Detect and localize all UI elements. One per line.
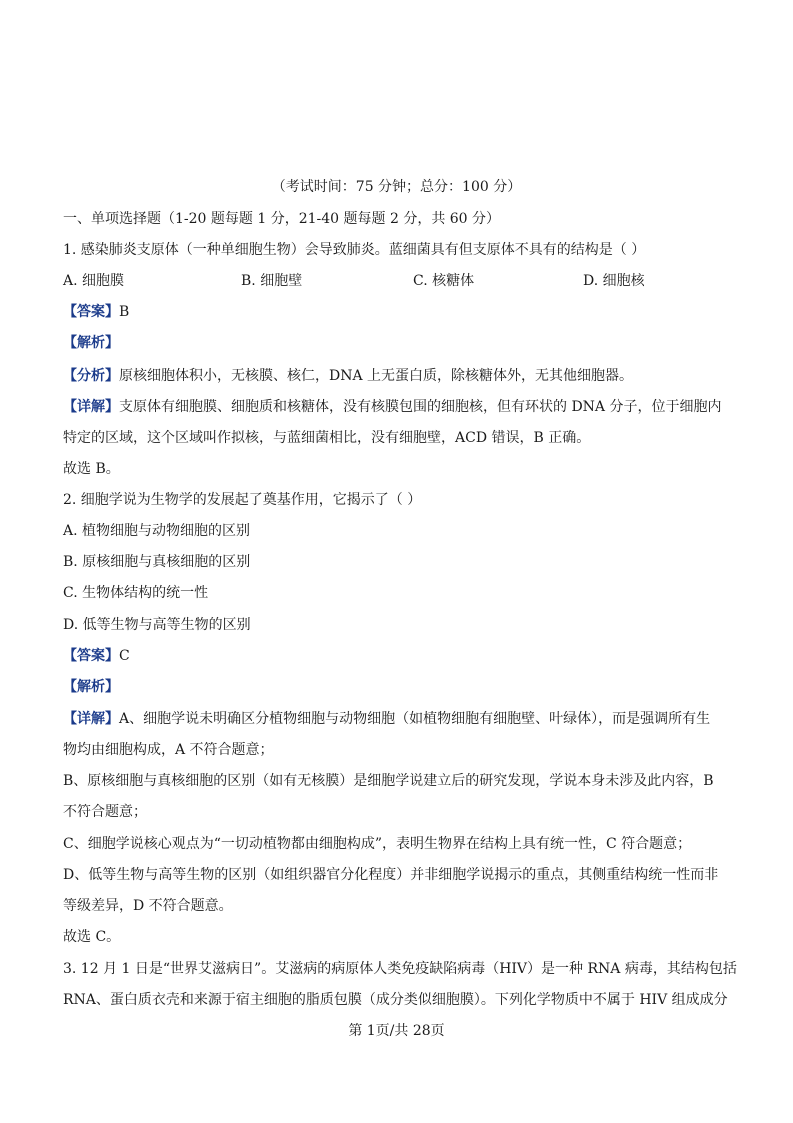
q1-option-b: B. 细胞壁 <box>241 273 303 289</box>
answer-value: C <box>119 648 130 664</box>
q2-option-b: B. 原核细胞与真核细胞的区别 <box>63 554 251 570</box>
q1-detail-line2: 特定的区域，这个区域叫作拟核，与蓝细菌相比，没有细胞壁，ACD 错误，B 正确。 <box>63 430 591 446</box>
detail-text: 支原体有细胞膜、细胞质和核糖体，没有核膜包围的细胞核，但有环状的 DNA 分子，位于细胞内 <box>119 399 722 415</box>
analysis-tag: 【解析】 <box>63 335 119 351</box>
q2-option-d: D. 低等生物与高等生物的区别 <box>63 617 251 633</box>
q1-option-a: A. 细胞膜 <box>63 273 125 289</box>
q2-option-a: A. 植物细胞与动物细胞的区别 <box>63 523 251 539</box>
q1-analysis <box>63 334 753 352</box>
fenxi-tag: 【分析】 <box>63 368 119 384</box>
q2-detail-line2: 物均由细胞构成，A 不符合题意； <box>63 742 274 758</box>
detail-tag: 【详解】 <box>63 399 119 415</box>
detail-tag: 【详解】 <box>63 711 119 727</box>
q2-option-c: C. 生物体结构的统一性 <box>63 585 209 601</box>
analysis-tag: 【解析】 <box>63 679 119 695</box>
section-title: 一、单项选择题（1-20 题每题 1 分，21-40 题每题 2 分，共 60 分） <box>63 211 501 227</box>
q1-option-d: D. 细胞核 <box>583 273 645 289</box>
q2-detail-line1 <box>63 710 753 728</box>
q2-detail-line3: B、原核细胞与真核细胞的区别（如有无核膜）是细胞学说建立后的研究发现，学说本身未涉及此内容，B <box>63 773 714 789</box>
q2-detail-line5: C、细胞学说核心观点为“一切动植物都由细胞构成”，表明生物界在结构上具有统一性，C 符合题意； <box>63 836 692 852</box>
q3-stem-line2: RNA、蛋白质衣壳和来源于宿主细胞的脂质包膜（成分类似细胞膜）。下列化学物质中不属于 HIV 组成成分 <box>63 992 728 1008</box>
q2-stem: 2. 细胞学说为生物学的发展起了奠基作用，它揭示了（ ） <box>63 492 422 508</box>
q1-stem: 1. 感染肺炎支原体（一种单细胞生物）会导致肺炎。蓝细菌具有但支原体不具有的结构是（ ） <box>63 242 646 258</box>
q2-analysis <box>63 678 753 696</box>
q1-conclusion: 故选 B。 <box>63 461 120 477</box>
q2-detail-line4: 不符合题意； <box>63 804 147 820</box>
answer-tag: 【答案】 <box>63 304 119 320</box>
q1-fenxi <box>63 367 753 385</box>
q3-stem-line1: 3. 12 月 1 日是“世界艾滋病日”。艾滋病的病原体人类免疫缺陷病毒（HIV）是一种 RNA 病毒，其结构包括 <box>63 961 737 977</box>
q1-option-c: C. 核糖体 <box>413 273 475 289</box>
q1-detail-line1 <box>63 398 753 416</box>
q2-conclusion: 故选 C。 <box>63 929 121 945</box>
q1-answer <box>63 303 753 321</box>
q2-detail-line7: 等级差异，D 不符合题意。 <box>63 898 233 914</box>
fenxi-text: 原核细胞体积小，无核膜、核仁，DNA 上无蛋白质，除核糖体外，无其他细胞器。 <box>119 368 634 384</box>
detail-text: A、细胞学说未明确区分植物细胞与动物细胞（如植物细胞有细胞壁、叶绿体），而是强调所有生 <box>119 711 711 727</box>
q2-detail-line6: D、低等生物与高等生物的区别（如组织器官分化程度）并非细胞学说揭示的重点，其侧重结构统一性而非 <box>63 867 719 883</box>
page-footer: 第 1页/共 28页 <box>348 1023 445 1039</box>
exam-info: （考试时间：75 分钟；总分：100 分） <box>271 179 522 195</box>
answer-tag: 【答案】 <box>63 648 119 664</box>
q2-answer <box>63 647 753 665</box>
answer-value: B <box>119 304 130 320</box>
